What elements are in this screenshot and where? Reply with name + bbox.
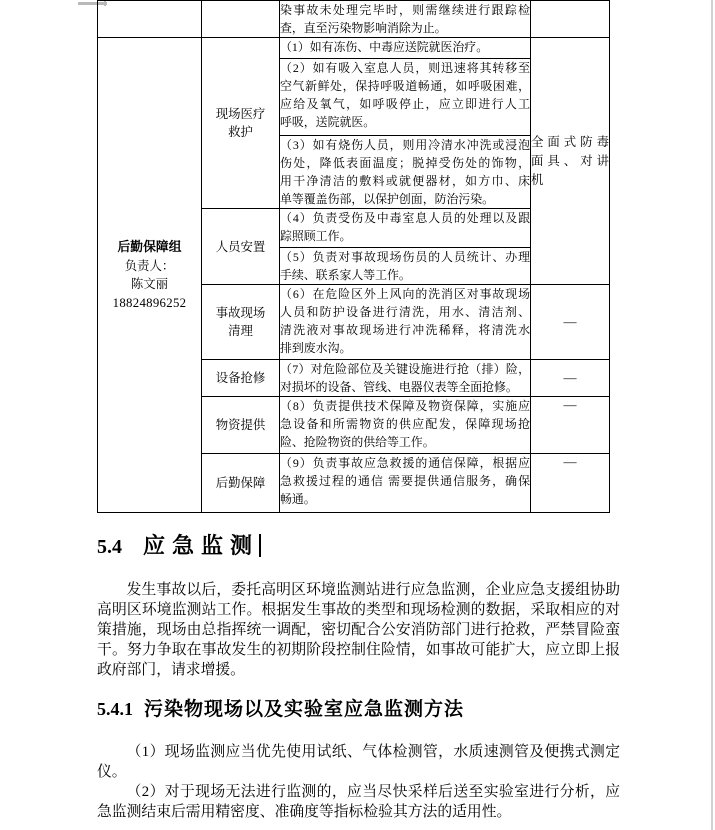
paragraph-monitoring-method-2[interactable] (97, 782, 620, 822)
text-line[interactable]: 设备抢修 (215, 371, 266, 385)
table-cell-task-4[interactable] (280, 209, 531, 248)
section-title: 污染物现场以及实验室应急监测方法 (144, 699, 465, 720)
page-edge-line (711, 0, 713, 830)
text-cursor (259, 534, 261, 557)
text-line[interactable]: 人员和防护设备进行清洗，用水、清洁剂、 (280, 305, 530, 319)
text-line[interactable]: （1）现场监测应当优先使用试纸、气体检测管，水质速测管及便携式测定 (126, 744, 620, 760)
text-line[interactable]: 用干净清洁的敷料或就便器材，如方巾、床 (280, 174, 530, 188)
text-line[interactable]: 救护 (228, 125, 253, 139)
table-cell-task-8[interactable] (280, 397, 531, 454)
text-line[interactable]: 险、抢险物资的供给等工作。 (280, 435, 435, 449)
section-number: 5.4 (97, 536, 122, 558)
table-cell-continuation-task[interactable] (280, 1, 531, 38)
text-line[interactable]: 机 (531, 172, 544, 187)
text-line[interactable]: 现场医疗 (215, 107, 266, 121)
table-cell-task-3[interactable] (280, 136, 531, 209)
text-line[interactable]: 面具、对讲 (531, 153, 609, 168)
text-line[interactable]: （9）负责事故应急救援的通信保障，根据应 (280, 456, 530, 470)
text-line[interactable]: 急监测结束后需用精密度、准确度等指标检验其方法的适用性。 (97, 804, 512, 820)
text-line[interactable]: （2）对于现场无法进行监测的，应当尽快采样后送至实验室进行分析，应 (126, 784, 620, 800)
text-line[interactable]: 清理 (228, 324, 253, 338)
text-line[interactable]: （3）如有烧伤人员，则用冷清水冲洗或浸泡 (280, 138, 530, 152)
table-cell-category-equipment-repair[interactable] (202, 360, 280, 397)
text-line[interactable]: （5）负责对事故现场伤员的人员统计、办理 (280, 250, 530, 264)
text-line[interactable]: 空气新鲜处，保持呼吸道畅通，如呼吸困难， (280, 79, 530, 93)
text-line[interactable]: 政府部门，请求增援。 (97, 662, 245, 678)
text-line[interactable]: 物资提供 (215, 418, 266, 432)
text-line[interactable]: 染事故未处理完毕时，则需继续进行跟踪检 (280, 3, 530, 17)
table-cell-task-5[interactable] (280, 248, 531, 285)
table-cell-category-material-supply[interactable] (202, 397, 280, 454)
group-phone-number: 18824896252 (112, 295, 187, 310)
table-cell-task-7[interactable] (280, 360, 531, 397)
text-line[interactable]: 干。努力争取在事故发生的初期阶段控制住险情，如事故可能扩大，应立即上报 (97, 642, 620, 658)
text-line[interactable]: （4）负责受伤及中毒室息人员的处理以及跟 (280, 211, 530, 225)
text-line[interactable]: 急设备和所需物资的供应配发，保障现场抢 (280, 417, 530, 431)
text-line[interactable]: 全面式防毒 (531, 134, 609, 149)
text-line[interactable]: 事故现场 (215, 306, 266, 320)
table-cell-equipment-dash-3[interactable]: — (531, 397, 610, 454)
text-line[interactable]: 排到废水沟。 (280, 341, 352, 355)
text-line[interactable]: 仪。 (97, 764, 127, 780)
table-cell-equipment-dash-4[interactable]: — (531, 454, 610, 513)
group-role-label: 负责人： (124, 258, 175, 273)
text-line[interactable]: 畅通。 (280, 492, 316, 506)
table-cell-category-medical-rescue[interactable] (202, 38, 280, 209)
table-cell-category-personnel-resettlement[interactable] (202, 209, 280, 285)
text-line[interactable]: 人员安置 (215, 239, 266, 254)
section-number: 5.4.1 (97, 699, 133, 719)
table-cell-task-9[interactable] (280, 454, 531, 513)
table-cell-category-site-cleanup[interactable] (202, 285, 280, 360)
text-line[interactable]: 发生事故以后，委托高明区环境监测站进行应急监测，企业应急支援组协助 (126, 582, 620, 598)
text-line[interactable]: 高明区环境监测站工作。根据发生事故的类型和现场检测的数据，采取相应的对 (97, 602, 620, 618)
text-line[interactable]: （8）负责提供技术保障及物资保障，实施应 (280, 399, 530, 413)
text-line[interactable]: 呼吸，送院就医。 (280, 115, 376, 129)
section-heading-5-4[interactable] (97, 529, 261, 560)
text-line[interactable]: 单等覆盖伤部，以保护创面，防治污染。 (280, 192, 495, 206)
table-cell-prev-equipment-empty[interactable] (531, 1, 610, 38)
table-cell-task-2[interactable] (280, 59, 531, 136)
text-line[interactable]: 急救援过程的通信 需要提供通信服务，确保 (280, 474, 530, 488)
text-line[interactable]: 应给及氧气，如呼吸停止，应立即进行人工 (280, 97, 530, 111)
text-line[interactable]: 伤处，降低表面温度；脱掉受伤处的饰物， (280, 156, 530, 170)
table-cell-prev-group-empty[interactable] (98, 1, 202, 38)
text-line[interactable]: 后勤保障 (215, 476, 266, 490)
table-cell-equipment[interactable] (531, 38, 610, 285)
group-person-name: 陈文丽 (130, 277, 169, 291)
text-line[interactable]: 查，直至污染物影响消除为止。 (280, 21, 447, 35)
text-line[interactable]: （1）如有冻伤、中毒应送院就医治疗。 (280, 40, 489, 54)
table-cell-task-1[interactable] (280, 38, 531, 59)
text-line[interactable]: （7）对危险部位及关键设施进行抢（排）险， (280, 362, 530, 376)
group-name: 后勤保障组 (117, 240, 182, 254)
table-cell-category-logistics[interactable] (202, 454, 280, 513)
table-cell-prev-category-empty[interactable] (202, 1, 280, 38)
section-title: 应急监测 (143, 533, 260, 558)
text-line[interactable]: 手续、联系家人等工作。 (280, 268, 411, 282)
paragraph-emergency-monitoring[interactable] (97, 580, 620, 680)
table-cell-group-logistics-support[interactable] (98, 38, 202, 513)
text-line[interactable]: （2）如有吸入室息人员，则迅速将其转移至 (280, 61, 530, 75)
table-cell-task-6[interactable] (280, 285, 531, 360)
paragraph-monitoring-method-1[interactable] (97, 742, 620, 782)
table-cell-equipment-dash-1[interactable]: — (531, 285, 610, 360)
section-heading-5-4-1[interactable] (97, 694, 464, 721)
table-cell-equipment-dash-2[interactable]: — (531, 360, 610, 397)
emergency-response-table (97, 0, 610, 513)
text-line[interactable]: 清洗液对事故现场进行冲洗稀释，将清洗水 (280, 323, 530, 337)
text-line[interactable]: （6）在危险区外上风向的洗消区对事故现场 (280, 287, 530, 301)
text-line[interactable]: 踪照顾工作。 (280, 229, 352, 243)
text-line[interactable]: 策措施，现场由总指挥统一调配，密切配合公安消防部门进行抢救，严禁冒险蛮 (97, 622, 620, 638)
text-line[interactable]: 对损坏的设备、管线、电器仪表等全面抢修。 (280, 380, 518, 394)
